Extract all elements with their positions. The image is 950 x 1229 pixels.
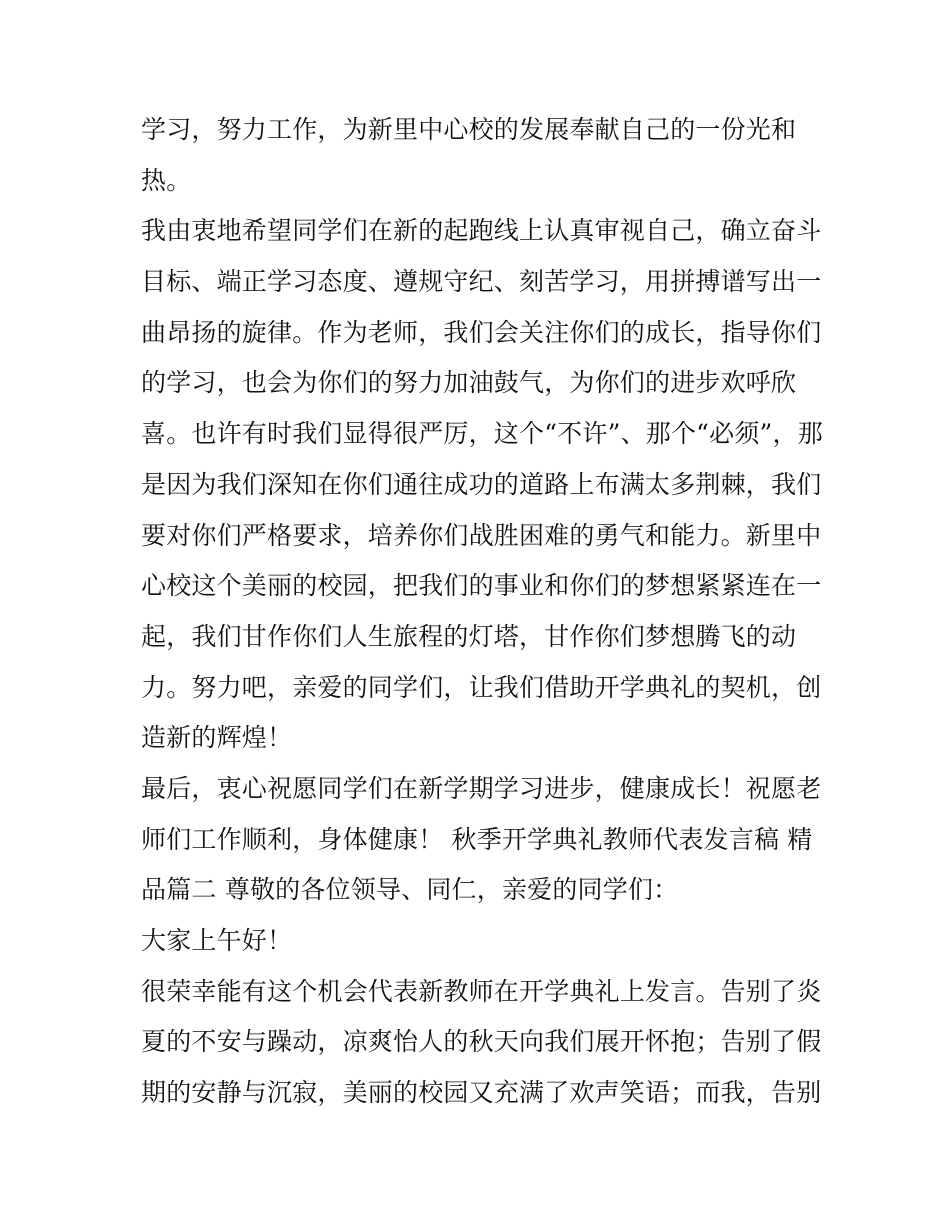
text-line: 期的安静与沉寂，美丽的校园又充满了欢声笑语；而我，告别 <box>141 1078 822 1108</box>
text-line: 最后，衷心祝愿同学们在新学期学习进步，健康成长！祝愿老 <box>141 773 822 803</box>
text-line: 是因为我们深知在你们通往成功的道路上布满太多荆棘，我们 <box>141 469 822 499</box>
text-line: 心校这个美丽的校园，把我们的事业和你们的梦想紧紧连在一 <box>141 571 822 601</box>
text-line: 品篇二 尊敬的各位领导、同仁，亲爱的同学们： <box>141 875 679 905</box>
text-line: 我由衷地希望同学们在新的起跑线上认真审视自己，确立奋斗 <box>141 216 822 246</box>
text-line: 的学习，也会为你们的努力加油鼓气，为你们的进步欢呼欣 <box>141 368 797 398</box>
text-line: 喜。也许有时我们显得很严厉，这个“不许”、那个“必须”，那 <box>141 419 823 449</box>
text-line: 热。 <box>141 165 192 195</box>
text-line: 大家上午好！ <box>141 926 293 955</box>
text-line: 起，我们甘作你们人生旅程的灯塔，甘作你们梦想腾飞的动 <box>141 621 797 651</box>
text-line: 很荣幸能有这个机会代表新教师在开学典礼上发言。告别了炎 <box>141 976 822 1006</box>
text-line: 要对你们严格要求，培养你们战胜困难的勇气和能力。新里中 <box>141 520 822 550</box>
text-line: 夏的不安与躁动，凉爽怡人的秋天向我们展开怀抱；告别了假 <box>141 1027 822 1057</box>
text-line: 师们工作顺利，身体健康！ 秋季开学典礼教师代表发言稿 精 <box>141 824 813 854</box>
text-line: 造新的辉煌！ <box>141 723 293 753</box>
text-line: 曲昂扬的旋律。作为老师，我们会关注你们的成长，指导你们 <box>141 317 822 347</box>
text-line: 力。努力吧，亲爱的同学们，让我们借助开学典礼的契机，创 <box>141 672 822 702</box>
text-line: 学习，努力工作，为新里中心校的发展奉献自己的一份光和 <box>141 115 797 144</box>
document-body <box>141 105 821 1119</box>
text-line: 目标、端正学习态度、遵规守纪、刻苦学习，用拼搏谱写出一 <box>141 267 822 297</box>
